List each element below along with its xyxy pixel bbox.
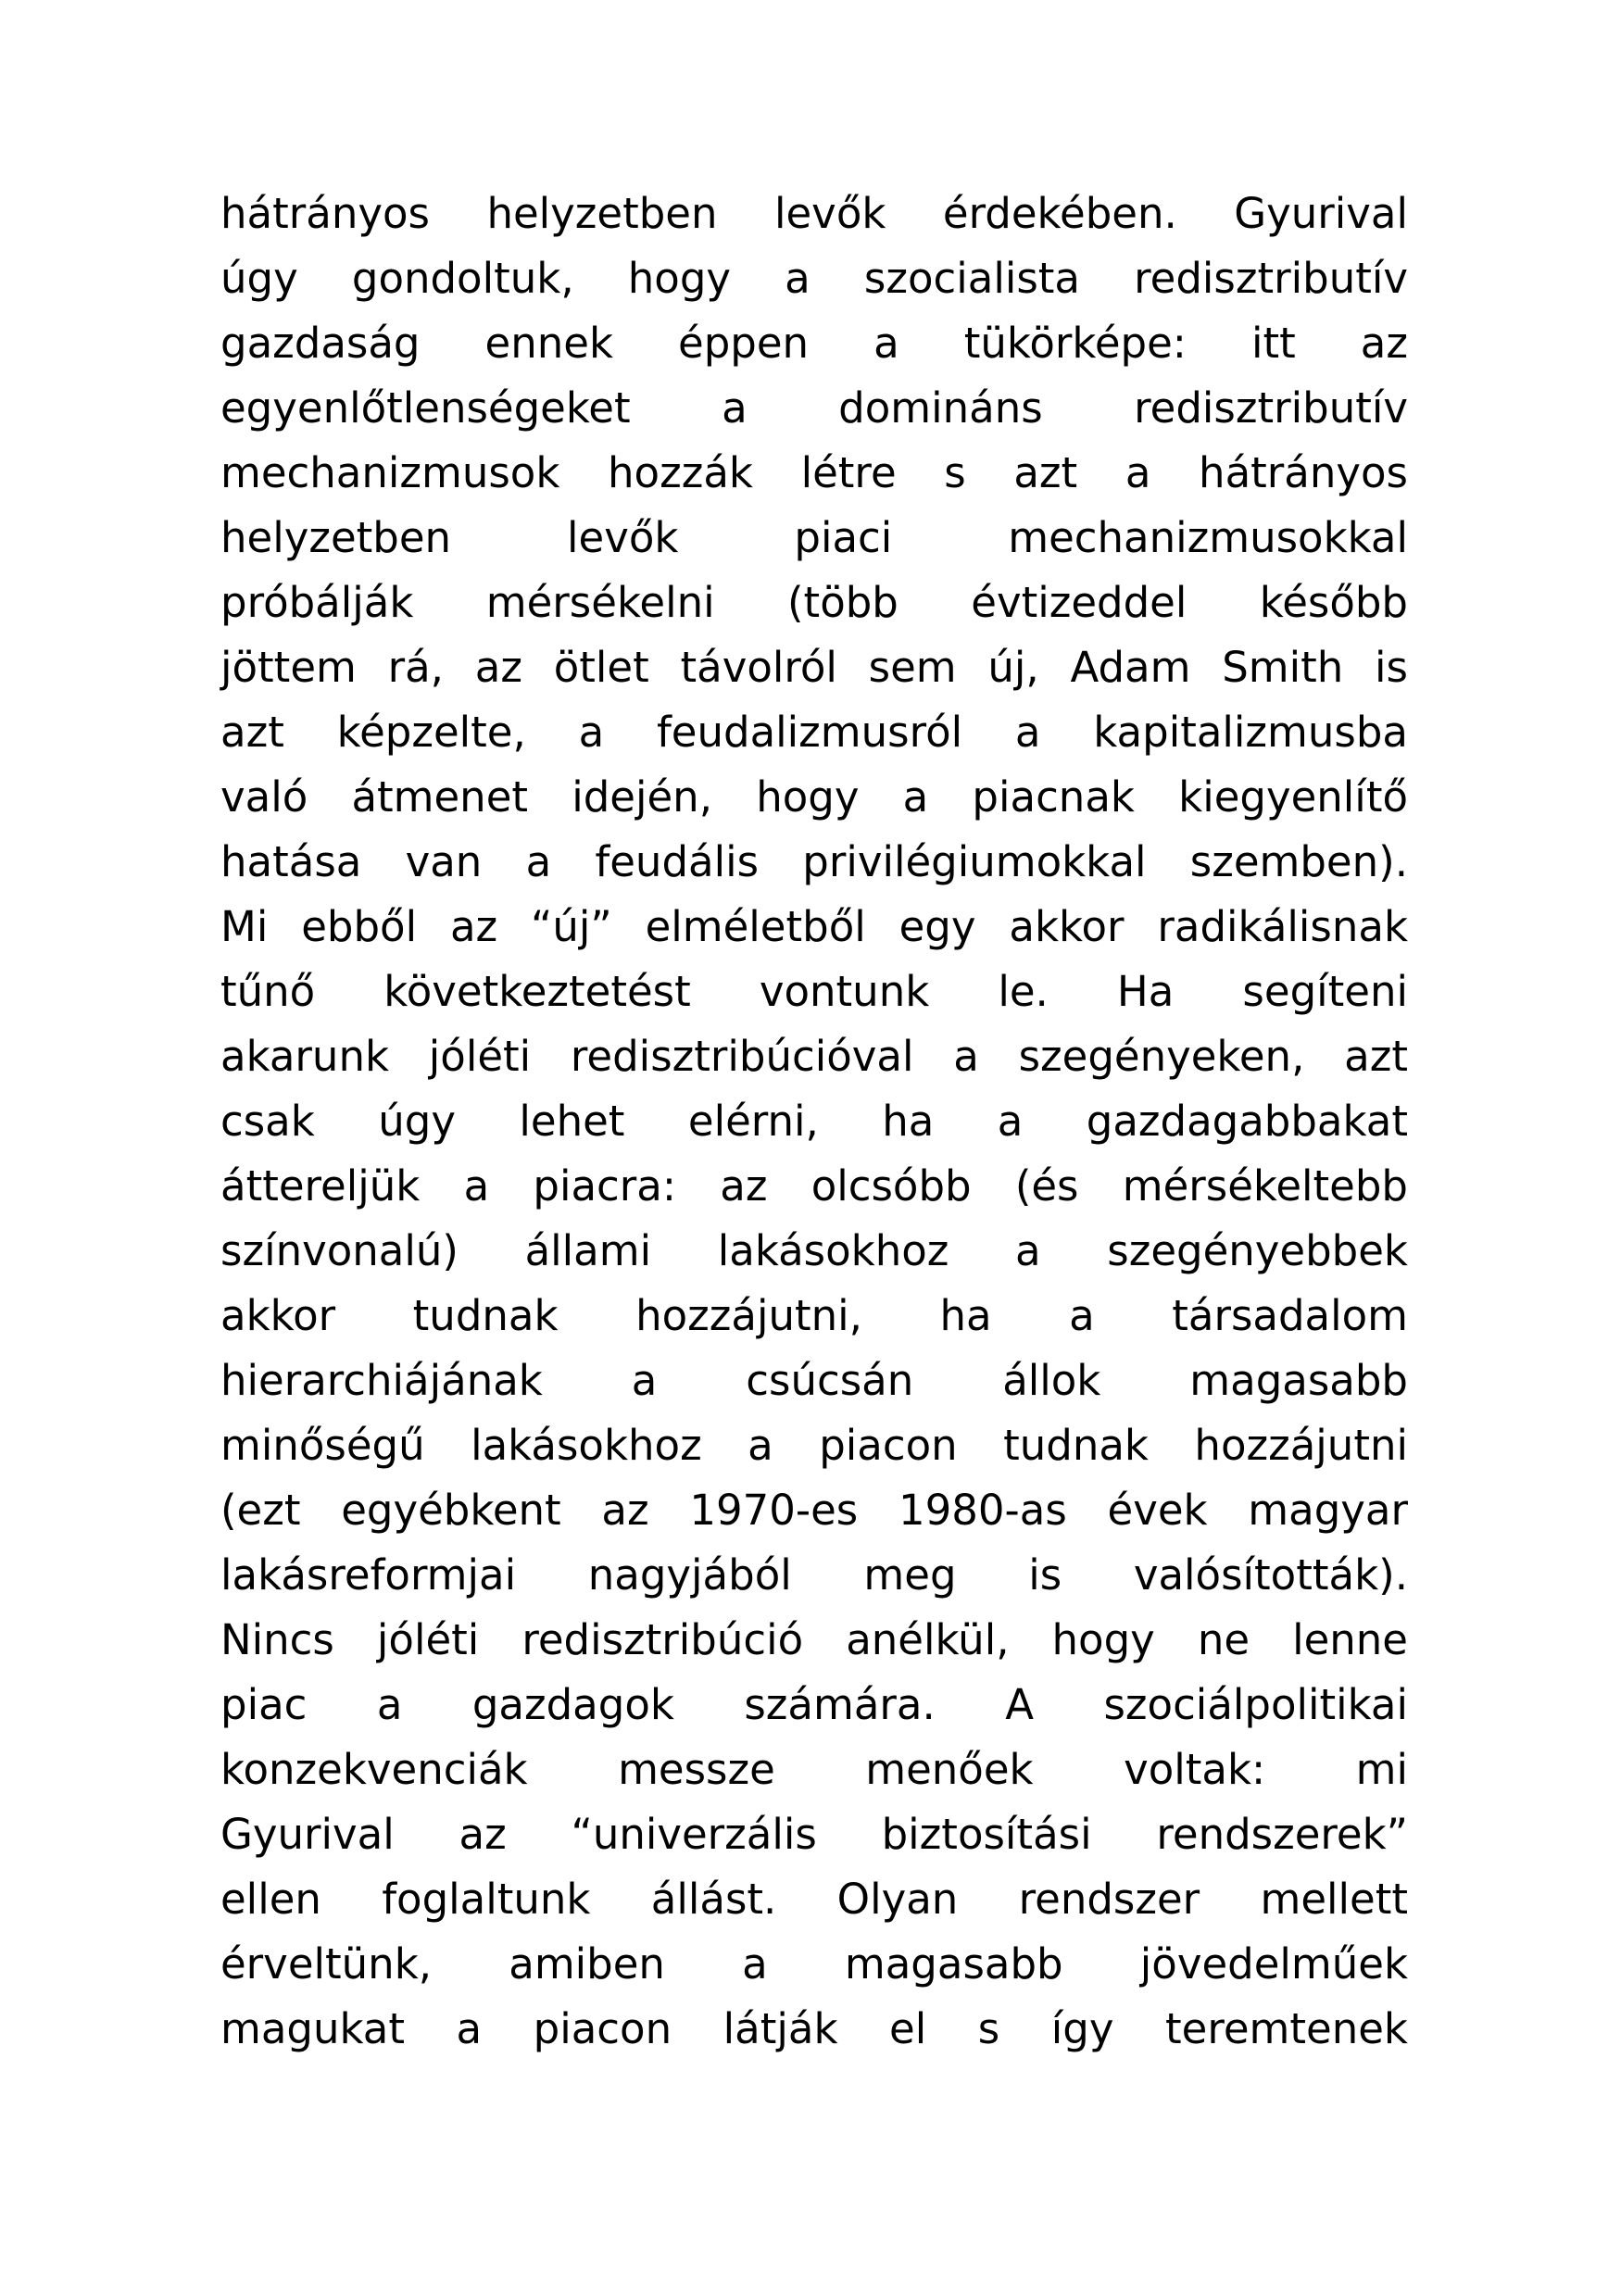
text-line: konzekvenciák messze menőek voltak: mi	[220, 1745, 1408, 1794]
text-line: helyzetben levők piaci mechanizmusokkal	[220, 513, 1408, 562]
text-line: tűnő következtetést vontunk le. Ha segíteni	[220, 967, 1408, 1016]
text-line: akarunk jóléti redisztribúcióval a szegényeken, azt	[220, 1032, 1408, 1081]
text-line: gazdaság ennek éppen a tükörképe: itt az	[220, 319, 1408, 368]
text-line: Gyurival az “univerzális biztosítási rendszerek”	[220, 1810, 1408, 1859]
text-line: mechanizmusok hozzák létre s azt a hátrányos	[220, 448, 1408, 497]
text-line: hatása van a feudális privilégiumokkal szemben).	[220, 837, 1408, 886]
text-line: csak úgy lehet elérni, ha a gazdagabbakat	[220, 1097, 1408, 1146]
body-text	[220, 182, 1408, 2062]
text-line: lakásreformjai nagyjából meg is valósították).	[220, 1550, 1408, 1600]
text-line: való átmenet idején, hogy a piacnak kiegyenlítő	[220, 772, 1408, 822]
text-line: próbálják mérsékelni (több évtizeddel később	[220, 578, 1408, 627]
text-line: piac a gazdagok számára. A szociálpolitikai	[220, 1680, 1408, 1729]
text-line: minőségű lakásokhoz a piacon tudnak hozzájutni	[220, 1421, 1408, 1470]
text-line: egyenlőtlenségeket a domináns redisztributív	[220, 383, 1408, 433]
text-line: ellen foglaltunk állást. Olyan rendszer mellett	[220, 1875, 1408, 1924]
text-line: akkor tudnak hozzájutni, ha a társadalom	[220, 1291, 1408, 1340]
text-line: azt képzelte, a feudalizmusról a kapitalizmusba	[220, 708, 1408, 757]
text-line: hátrányos helyzetben levők érdekében. Gyurival	[220, 189, 1408, 238]
text-line: úgy gondoltuk, hogy a szocialista redisztributív	[220, 254, 1408, 303]
text-line: (ezt egyébkent az 1970-es 1980-as évek magyar	[220, 1486, 1408, 1535]
text-line: érveltünk, amiben a magasabb jövedelműek	[220, 1939, 1408, 1989]
text-line: hierarchiájának a csúcsán állok magasabb	[220, 1356, 1408, 1405]
text-line: magukat a piacon látják el s így teremtenek	[220, 2004, 1408, 2053]
text-line: Nincs jóléti redisztribúció anélkül, hogy ne lenne	[220, 1615, 1408, 1664]
text-line: jöttem rá, az ötlet távolról sem új, Adam Smith is	[220, 643, 1408, 692]
text-line: áttereljük a piacra: az olcsóbb (és mérsékeltebb	[220, 1161, 1408, 1211]
text-line: színvonalú) állami lakásokhoz a szegényebbek	[220, 1226, 1408, 1275]
text-line: Mi ebből az “új” elméletből egy akkor radikálisnak	[220, 902, 1408, 951]
